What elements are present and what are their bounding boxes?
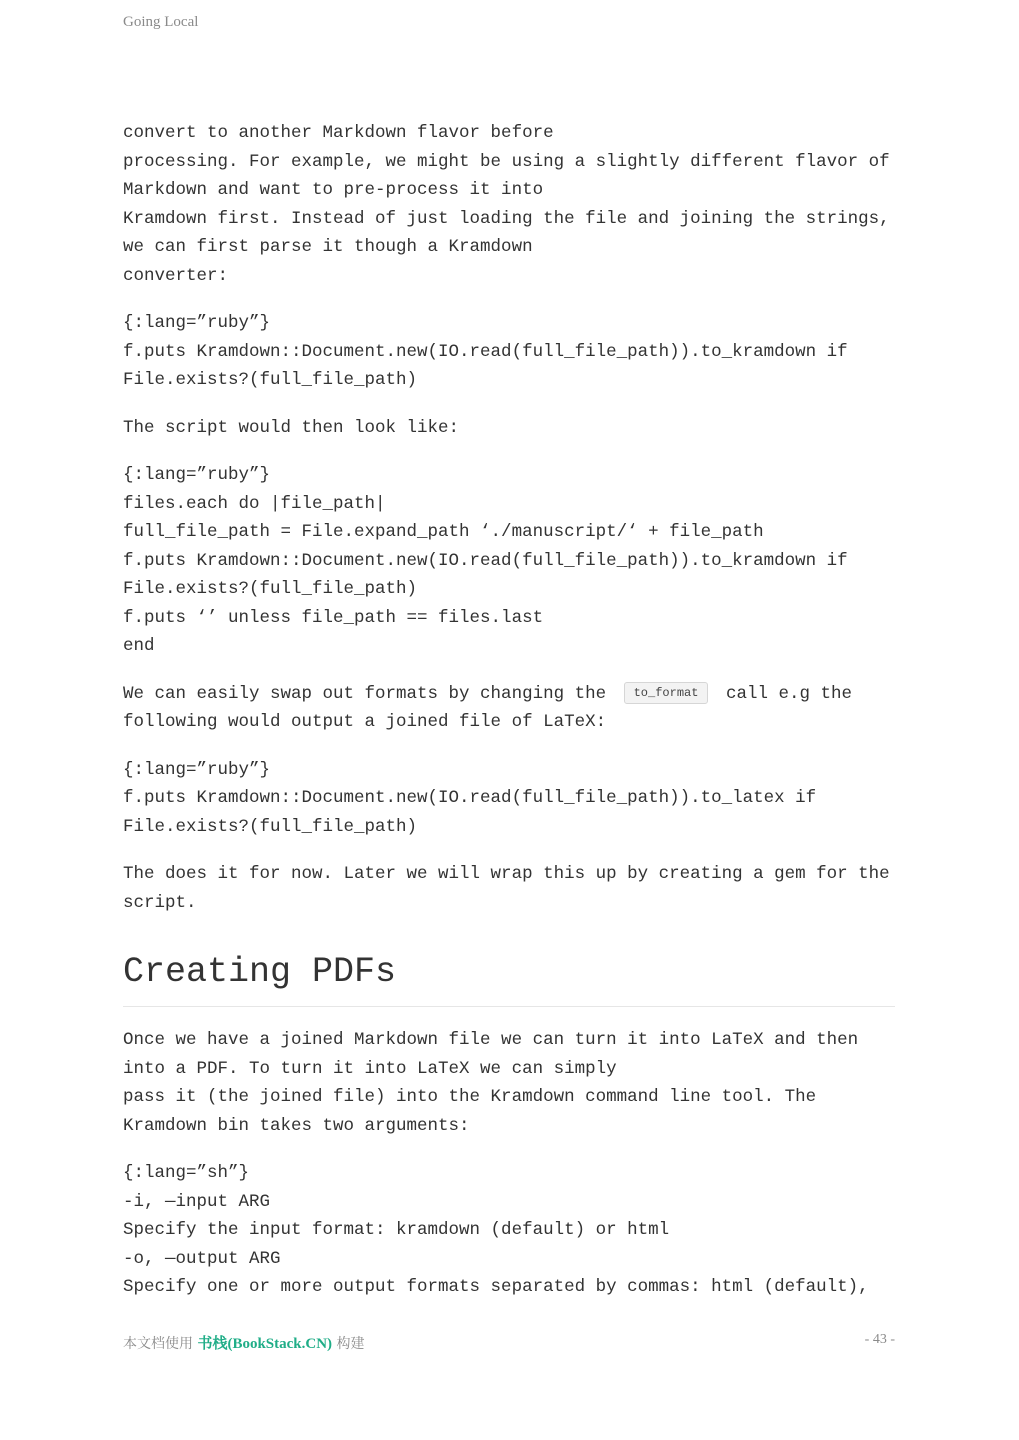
code-line: File.exists?(full_file_path) (123, 370, 418, 390)
code-line: {:lang=”sh”} (123, 1163, 250, 1183)
code-line: f.puts ‘’ unless file_path == files.last (123, 607, 544, 628)
code-line: {:lang=”ruby”} (123, 759, 271, 780)
code-line: end (123, 636, 155, 656)
code-line: {:lang=”ruby”} (123, 313, 271, 333)
text-line: Once we have a joined Markdown file we can turn it into LaTeX and then (123, 1030, 859, 1050)
code-block-converter (123, 309, 895, 395)
text-line: Markdown and want to pre-process it into (123, 180, 544, 200)
code-line: f.puts Kramdown::Document.new(IO.read(full_file_path)).to_kramdown if (123, 550, 848, 571)
footer-credit (123, 1332, 365, 1353)
running-header: Going Local (123, 14, 199, 30)
text-segment: call e.g the (725, 683, 852, 704)
code-line: f.puts Kramdown::Document.new(IO.read(full_file_path)).to_latex if (123, 788, 817, 808)
page-number: - 43 - (864, 1332, 895, 1347)
text-line: convert to another Markdown flavor before (123, 123, 554, 143)
paragraph-script-intro (123, 414, 895, 443)
footer-suffix: 构建 (336, 1336, 365, 1352)
paragraph-wrap-up (123, 860, 895, 917)
text-line: processing. For example, we might be using a slightly different flavor of (123, 151, 890, 172)
code-block-script (123, 461, 895, 661)
code-line: -o, —output ARG (123, 1248, 281, 1269)
bookstack-link[interactable]: 书栈(BookStack.CN) (197, 1336, 333, 1352)
text-line: Kramdown bin takes two arguments: (123, 1115, 470, 1136)
text-segment: We can easily swap out formats by changing the (123, 683, 607, 704)
text-line: we can first parse it though a Kramdown (123, 237, 533, 257)
text-line: The does it for now. Later we will wrap this up by creating a gem for the (123, 864, 890, 884)
section-heading: Creating PDFs (123, 950, 895, 1007)
code-line: {:lang=”ruby”} (123, 465, 271, 485)
code-line: Specify one or more output formats separated by commas: html (default), (123, 1277, 869, 1297)
text-line: script. (123, 892, 197, 913)
paragraph-pdf-intro (123, 1026, 895, 1140)
text-line: pass it (the joined file) into the Kramdown command line tool. The (123, 1087, 817, 1107)
text-line: converter: (123, 265, 229, 286)
paragraph-intro (123, 119, 895, 290)
code-line: f.puts Kramdown::Document.new(IO.read(full_file_path)).to_kramdown if (123, 341, 848, 362)
text-line: following would output a joined file of LaTeX: (123, 712, 607, 732)
code-line: Specify the input format: kramdown (default) or html (123, 1220, 670, 1240)
code-line: File.exists?(full_file_path) (123, 579, 418, 599)
code-block-latex (123, 756, 895, 842)
code-block-cli-options (123, 1159, 895, 1302)
text-line: The script would then look like: (123, 417, 460, 438)
footer-prefix: 本文档使用 (123, 1336, 193, 1352)
page-content (123, 119, 895, 1321)
text-line (123, 680, 895, 709)
inline-code-to-format: to_format (624, 682, 709, 704)
text-line: into a PDF. To turn it into LaTeX we can simply (123, 1058, 617, 1079)
code-line: File.exists?(full_file_path) (123, 816, 418, 837)
code-line: full_file_path = File.expand_path ‘./manuscript/‘ + file_path (123, 522, 764, 542)
code-line: files.each do |file_path| (123, 493, 386, 514)
paragraph-swap-formats (123, 680, 895, 737)
code-line: -i, —input ARG (123, 1191, 271, 1212)
text-line: Kramdown first. Instead of just loading the file and joining the strings, (123, 208, 890, 229)
